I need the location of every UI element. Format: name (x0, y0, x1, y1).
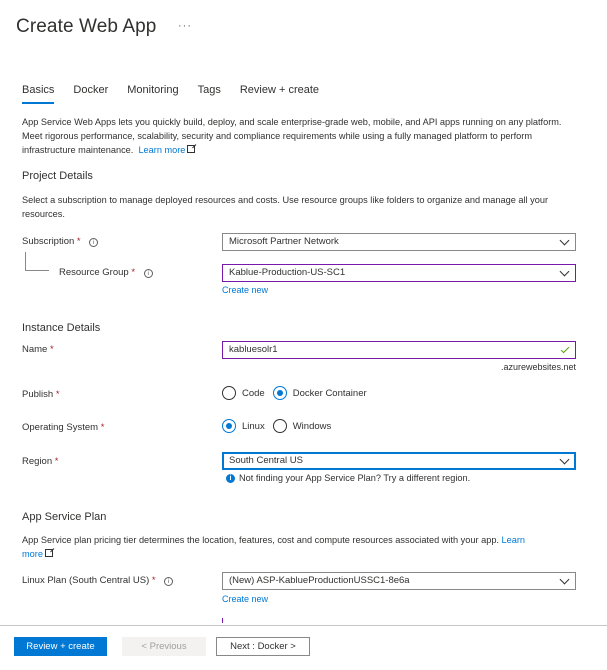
chevron-down-icon (560, 267, 570, 277)
info-icon[interactable]: i (144, 269, 153, 278)
publish-radio-group (222, 386, 375, 400)
radio-checked-icon (222, 419, 236, 433)
review-create-button[interactable]: Review + create (14, 637, 107, 656)
radio-unchecked-icon (273, 419, 287, 433)
project-details-description: Select a subscription to manage deployed resources and costs. Use resource groups like folders to organize and manage all your resources. (22, 195, 549, 219)
checkmark-icon (561, 345, 569, 353)
radio-checked-icon (273, 386, 287, 400)
required-marker: * (151, 575, 156, 586)
more-options-icon[interactable]: ··· (178, 20, 192, 32)
tab-monitoring[interactable]: Monitoring (127, 84, 179, 96)
resource-group-value: Kablue-Production-US-SC1 (229, 267, 346, 278)
learn-more-link[interactable]: Learn more (138, 145, 186, 155)
learn-more-link[interactable]: more (22, 549, 43, 559)
external-link-icon (187, 145, 195, 153)
name-value: kabluesolr1 (229, 344, 278, 355)
tab-bar (22, 84, 338, 102)
resource-group-dropdown[interactable] (222, 264, 576, 282)
scroll-indicator (222, 618, 223, 623)
resource-group-label (59, 267, 153, 278)
required-marker: * (55, 389, 60, 400)
instance-details-heading: Instance Details (22, 322, 101, 334)
subscription-value: Microsoft Partner Network (229, 236, 339, 247)
domain-suffix: .azurewebsites.net (500, 362, 576, 372)
radio-label: Linux (242, 420, 265, 432)
required-marker: * (54, 456, 59, 467)
external-link-icon (45, 549, 53, 557)
linux-plan-dropdown[interactable] (222, 572, 576, 590)
subscription-label-text: Subscription (22, 236, 75, 247)
linux-plan-label (22, 575, 173, 586)
tree-connector (25, 270, 49, 271)
radio-label: Docker Container (292, 387, 367, 399)
info-filled-icon: i (226, 474, 235, 483)
region-hint-text: Not finding your App Service Plan? Try a different region. (239, 473, 471, 483)
os-option-windows[interactable] (273, 419, 332, 433)
radio-label: Windows (292, 420, 332, 432)
previous-button[interactable]: < Previous (122, 637, 206, 656)
info-icon[interactable]: i (164, 577, 173, 586)
required-marker: * (131, 267, 136, 278)
intro-text: App Service Web Apps lets you quickly build, deploy, and scale enterprise-grade web, mobile, and API apps running on any platform. Meet rigorous performance, scalability, security and compliance requirements while using a fully managed platform to perform infrastructure maintenance. (22, 117, 562, 155)
chevron-down-icon (560, 236, 570, 246)
learn-more-link[interactable]: Learn (501, 535, 526, 545)
publish-option-docker-container[interactable] (273, 386, 367, 400)
radio-label: Code (242, 387, 265, 399)
create-new-plan-link[interactable]: Create new (222, 594, 269, 604)
page-title: Create Web App (16, 16, 157, 37)
region-label-text: Region (22, 456, 53, 467)
app-service-plan-description (22, 533, 582, 561)
subscription-label (22, 236, 98, 247)
region-label (22, 456, 58, 467)
create-new-resource-group-link[interactable]: Create new (222, 285, 269, 295)
name-label (22, 344, 54, 355)
region-value: South Central US (229, 455, 303, 466)
tab-basics[interactable]: Basics (22, 84, 54, 102)
footer-divider (0, 625, 607, 626)
name-label-text: Name (22, 344, 48, 355)
required-marker: * (49, 344, 54, 355)
os-radio-group (222, 419, 339, 433)
subscription-dropdown[interactable] (222, 233, 576, 251)
region-dropdown[interactable] (222, 452, 576, 470)
tab-review-create[interactable]: Review + create (239, 84, 320, 96)
os-label (22, 422, 104, 433)
chevron-down-icon (560, 575, 570, 585)
region-hint (226, 473, 470, 483)
info-icon[interactable]: i (89, 238, 98, 247)
tab-tags[interactable]: Tags (197, 84, 221, 96)
app-service-plan-heading: App Service Plan (22, 511, 107, 523)
tree-connector (25, 252, 26, 270)
publish-label (22, 389, 60, 400)
chevron-down-icon (560, 455, 570, 465)
linux-plan-label-text: Linux Plan (South Central US) (22, 575, 150, 586)
project-details-heading: Project Details (22, 170, 93, 182)
publish-label-text: Publish (22, 389, 54, 400)
required-marker: * (100, 422, 105, 433)
os-label-text: Operating System (22, 422, 99, 433)
intro-description (22, 115, 582, 157)
linux-plan-value: (New) ASP-KablueProductionUSSC1-8e6a (229, 575, 410, 586)
os-option-linux[interactable] (222, 419, 265, 433)
plan-description-text: App Service plan pricing tier determines the location, features, cost and compute resources associated with your app. (22, 535, 499, 545)
name-input[interactable] (222, 341, 576, 359)
resource-group-label-text: Resource Group (59, 267, 129, 278)
tab-docker[interactable]: Docker (73, 84, 109, 96)
radio-unchecked-icon (222, 386, 236, 400)
next-docker-button[interactable]: Next : Docker > (216, 637, 310, 656)
required-marker: * (76, 236, 81, 247)
publish-option-code[interactable] (222, 386, 265, 400)
